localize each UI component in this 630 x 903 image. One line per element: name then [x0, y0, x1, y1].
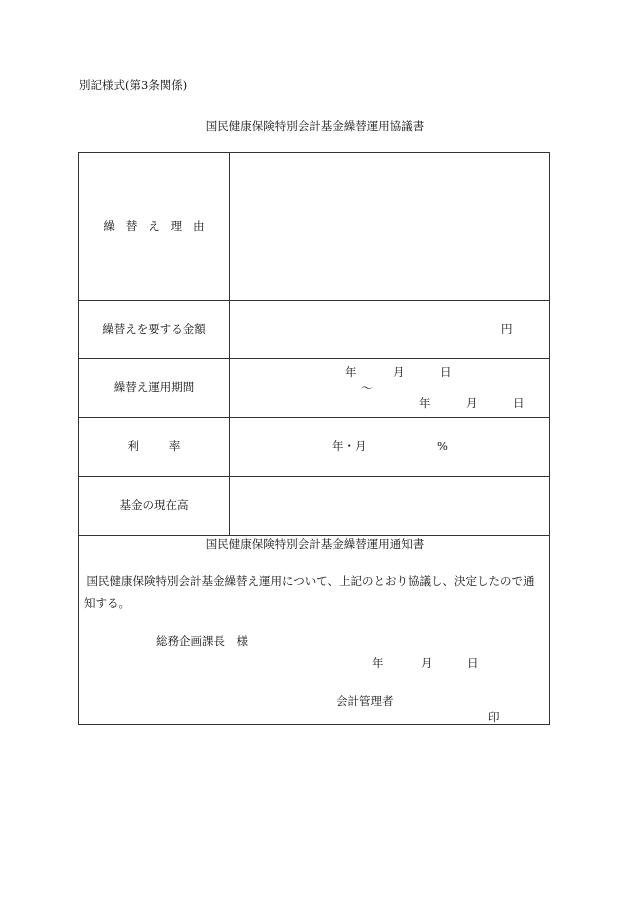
period-tilde: ～	[361, 381, 373, 395]
reason-label	[79, 221, 229, 233]
rate-basis: 年・月	[332, 439, 367, 453]
notice-title: 国民健康保険特別会計基金繰替運用通知書	[205, 537, 425, 551]
notice-date-month: 月	[421, 656, 433, 670]
period-start-month: 月	[393, 365, 405, 379]
period-label: 繰替え運用期間	[113, 380, 195, 394]
notice-date-day: 日	[467, 656, 479, 670]
rate-label	[79, 441, 229, 453]
notice-seal: 印	[488, 710, 500, 724]
document-title: 国民健康保険特別会計基金繰替運用協議書	[205, 119, 425, 133]
row-divider	[79, 358, 549, 359]
period-end-year: 年	[419, 396, 431, 410]
reason-label-text: 繰替え理由	[103, 219, 216, 233]
form-table	[78, 152, 550, 725]
notice-body-line1: 国民健康保険特別会計基金繰替え運用について、上記のとおり協議し、決定したので通	[86, 574, 535, 588]
row-divider	[79, 476, 549, 477]
form-note: 別記様式(第3条関係)	[79, 78, 188, 92]
period-start-year: 年	[345, 365, 357, 379]
amount-label: 繰替えを要する金額	[102, 322, 206, 336]
balance-label: 基金の現在高	[119, 498, 189, 512]
period-start-day: 日	[440, 365, 452, 379]
notice-addressee: 総務企画課長 様	[156, 634, 248, 648]
rate-label-text: 利率	[127, 439, 211, 453]
row-divider	[79, 417, 549, 418]
period-end-day: 日	[513, 396, 525, 410]
row-divider	[79, 300, 549, 301]
rate-unit: %	[437, 439, 448, 453]
period-end-month: 月	[466, 396, 478, 410]
column-divider	[229, 153, 230, 535]
row-divider	[79, 535, 549, 536]
notice-date-year: 年	[372, 656, 384, 670]
notice-issuer: 会計管理者	[336, 694, 394, 708]
amount-unit: 円	[501, 322, 513, 336]
notice-body-line2: 知する。	[84, 596, 130, 610]
